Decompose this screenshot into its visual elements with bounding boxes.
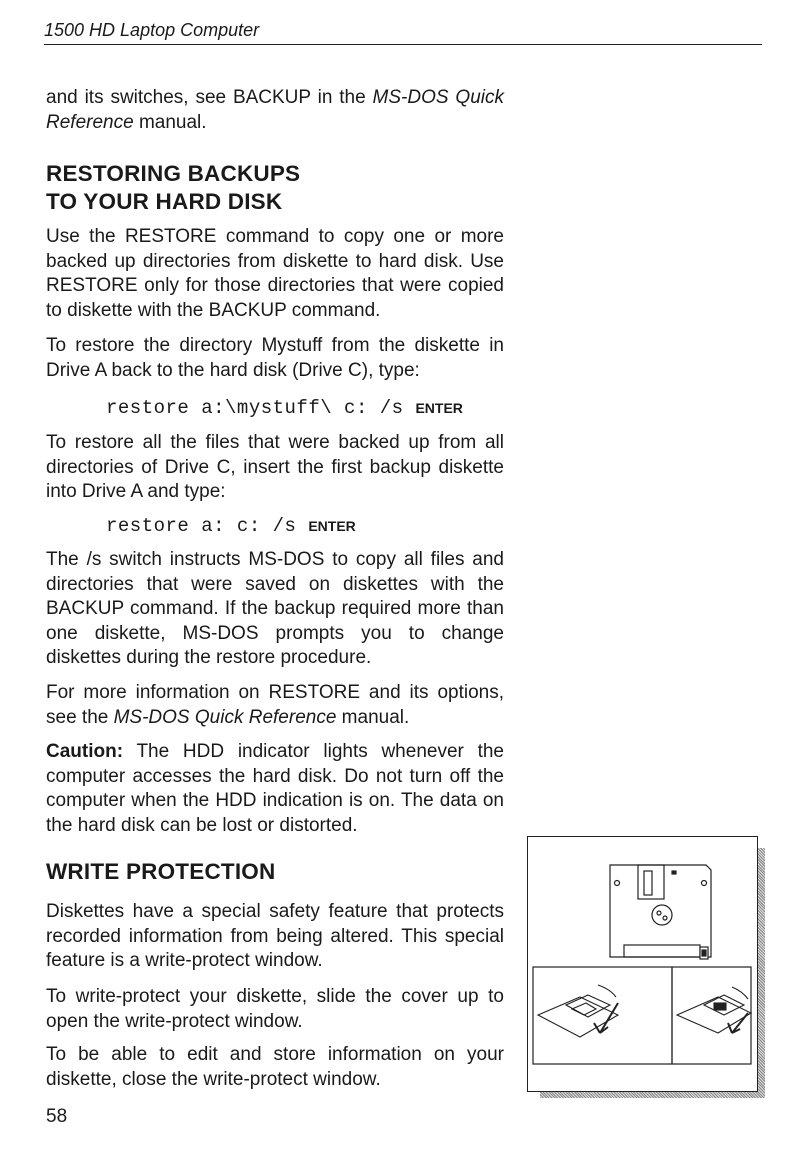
enter-key-label: ENTER: [415, 400, 463, 416]
diskette-icon: [610, 865, 711, 959]
heading-line-2: TO YOUR HARD DISK: [46, 189, 283, 214]
restore-para-4: The /s switch instructs MS-DOS to copy all files and directories that were saved on diskettes with the BACKUP command. If the backup required more than one diskette, MS-DOS prompts you to change diskettes during the restore procedure.: [46, 549, 504, 668]
write-para-2: To write-protect your diskette, slide the cover up to open the write-protect window.: [46, 986, 504, 1032]
caution-label: Caution:: [46, 741, 124, 762]
command-example-1: restore a:\mystuff\ c: /s ENTER: [106, 397, 463, 419]
heading-line-1: RESTORING BACKUPS: [46, 161, 301, 186]
figure-shadow-right: [758, 848, 765, 1098]
write-protect-closed-detail: [677, 987, 751, 1033]
panel-open-frame: [533, 967, 672, 1064]
running-header: 1500 HD Laptop Computer: [44, 20, 762, 45]
write-para-1: Diskettes have a special safety feature that protects recorded information from being altered. This special feature is a write-protect window.: [46, 901, 504, 971]
diskette-svg: [528, 837, 757, 1091]
write-protect-open-detail: [538, 985, 618, 1037]
restoring-heading: [46, 160, 504, 216]
command-example-2: restore a: c: /s ENTER: [106, 515, 356, 537]
panel-closed-frame: [672, 967, 751, 1064]
restore-para-5: For more information on RESTORE and its options, see the MS-DOS Quick Reference manual.: [46, 682, 504, 728]
intro-paragraph: and its switches, see BACKUP in the MS-DOS Quick Reference manual.: [46, 87, 504, 133]
write-para-3: To be able to edit and store information on your diskette, close the write-protect window.: [46, 1044, 504, 1090]
enter-key-label: ENTER: [308, 518, 356, 534]
restore-para-1: Use the RESTORE command to copy one or more backed up directories from diskette to hard disk. Use RESTORE only for those directories that were copied to diskette with the BACKUP command.: [46, 226, 504, 321]
caution-note: Caution: The HDD indicator lights whenever the computer accesses the hard disk. Do not turn off the computer when the HDD indication is on. The data on the hard disk can be lost or distorted.: [46, 741, 504, 836]
diskette-illustration: [527, 836, 758, 1092]
restore-para-2: To restore the directory Mystuff from the diskette in Drive A back to the hard disk (Drive C), type:: [46, 335, 504, 381]
page-number: 58: [46, 1106, 68, 1127]
restore-para-3: To restore all the files that were backed up from all directories of Drive C, insert the first backup diskette into Drive A and type:: [46, 432, 504, 502]
write-protection-heading: WRITE PROTECTION: [46, 859, 276, 884]
